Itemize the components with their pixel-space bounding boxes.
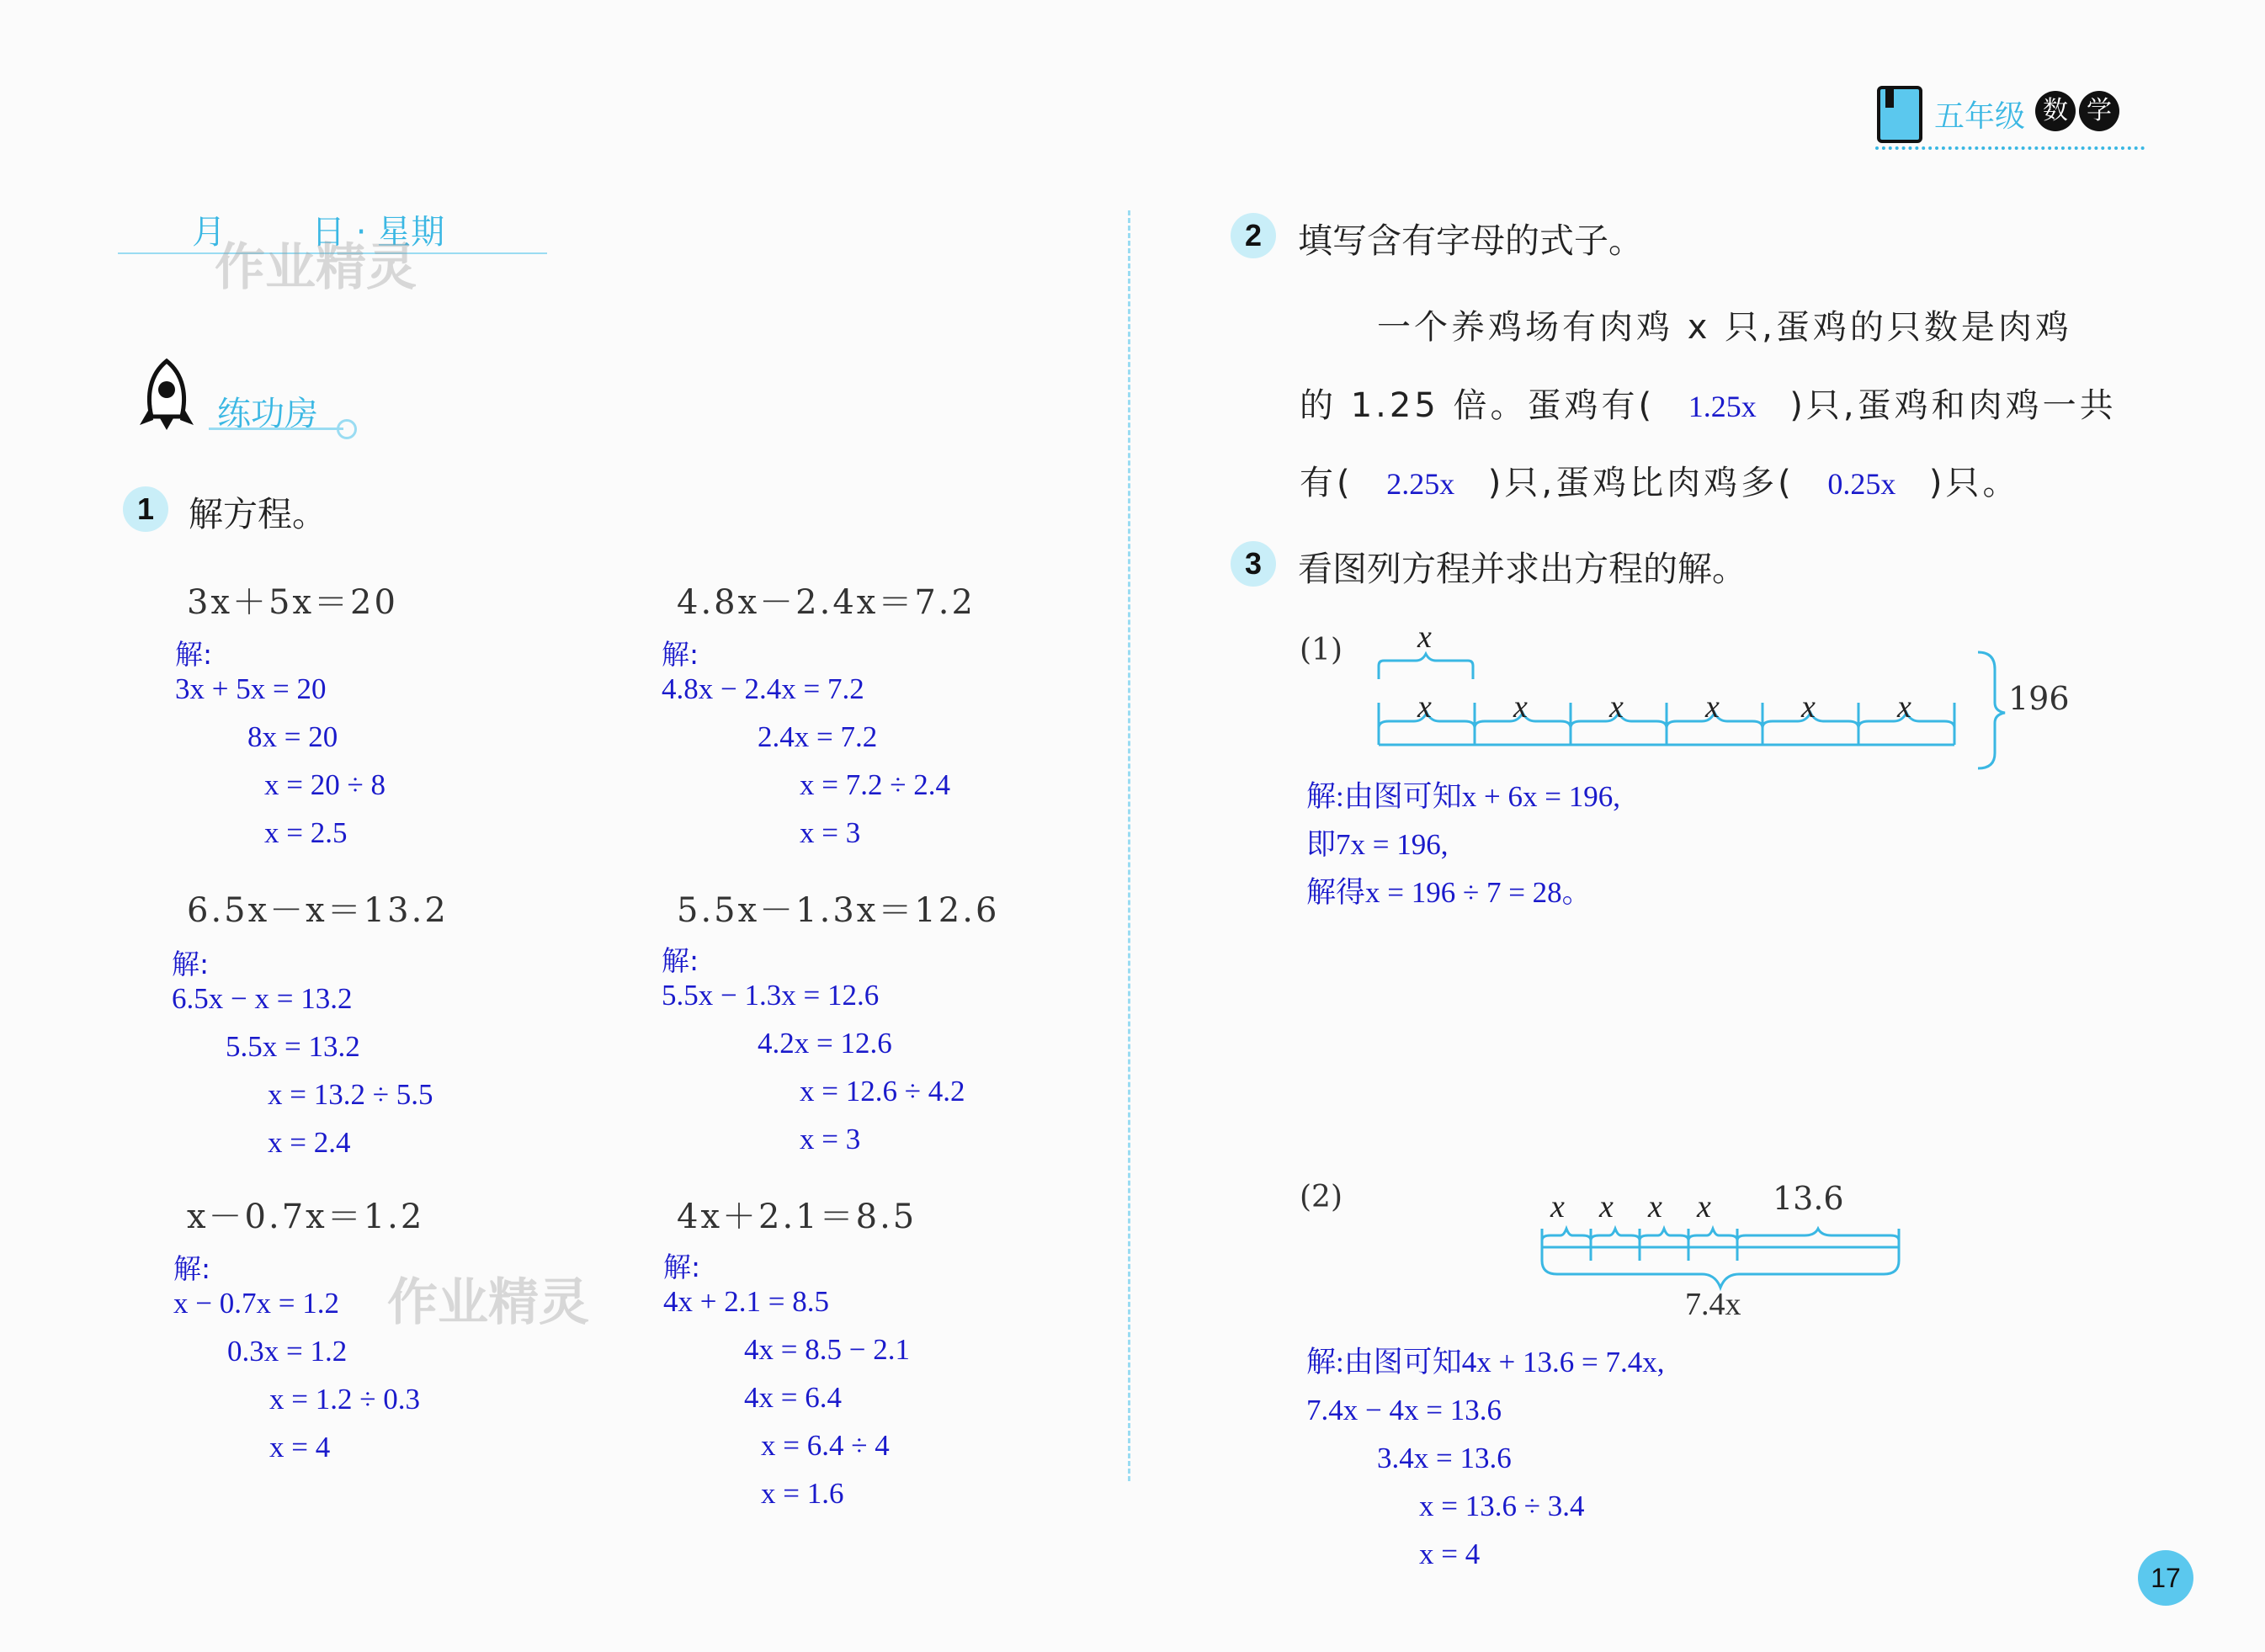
grade-label: 五年级 (1934, 99, 2026, 134)
q1-problem-6-jie: 解: (663, 1251, 701, 1283)
q2-number: 2 (1231, 213, 1276, 258)
q3-part-1-total: 196 (2008, 680, 2070, 717)
month-label: 月 (192, 213, 226, 252)
watermark: 作业精灵 (387, 1273, 589, 1332)
solution-step: 4.2x = 12.6 (758, 1027, 892, 1060)
solution-step: x = 12.6 ÷ 4.2 (800, 1075, 965, 1108)
q1-problem-3-jie: 解: (172, 948, 210, 980)
solution-step: x = 13.2 ÷ 5.5 (268, 1078, 433, 1111)
solution-step: 6.5x − x = 13.2 (172, 982, 353, 1015)
q3-part-2-segment-var: x (1599, 1189, 1614, 1224)
solution-step: x = 2.5 (264, 816, 348, 849)
solution-step: x = 7.2 ÷ 2.4 (800, 768, 950, 801)
q3-part-1-segment-var: x (1513, 689, 1528, 725)
q2-line-1: 一个养鸡场有肉鸡 x 只,蛋鸡的只数是肉鸡 (1377, 308, 2072, 347)
solution-step: x − 0.7x = 1.2 (173, 1287, 339, 1320)
q3-part-2-segment-var: x (1550, 1189, 1565, 1224)
solution-step: 5.5x = 13.2 (226, 1030, 360, 1063)
solution-step: 7.4x − 4x = 13.6 (1306, 1394, 1502, 1426)
solution-step: x = 6.4 ÷ 4 (761, 1429, 890, 1462)
solution-step: x = 4 (269, 1431, 331, 1463)
solution-step: 2.4x = 7.2 (758, 720, 878, 753)
q2-line-2-text-a: 的 1.25 倍。蛋鸡有( (1300, 386, 1656, 425)
subject-char-shu: 数 (2035, 91, 2076, 131)
header-underline (1875, 146, 2145, 150)
q2-title: 填写含有字母的式子。 (1298, 220, 1643, 261)
q2-answer-difference: 0.25x (1827, 467, 1896, 501)
solution-step: x = 20 ÷ 8 (264, 768, 385, 801)
q2-line-3-text-c: )只。 (1928, 464, 2020, 502)
q3-part-2-label: (2) (1300, 1180, 1343, 1214)
q1-problem-4-jie: 解: (662, 944, 699, 977)
day-weekday-label: 日 · 星期 (311, 213, 445, 252)
section-title: 练功房 (217, 395, 318, 433)
page-divider (1128, 210, 1130, 1481)
watermark: 作业精灵 (215, 238, 417, 297)
solution-step: 解:由图可知x + 6x = 196, (1306, 780, 1620, 813)
q2-answer-eggs: 1.25x (1688, 390, 1757, 423)
q3-part-1-segment-var: x (1897, 689, 1911, 725)
q3-part-1-diagram (1372, 619, 2079, 770)
solution-step: 解得x = 196 ÷ 7 = 28。 (1306, 876, 1592, 909)
q1-problem-5-equation: x－0.7x＝1.2 (187, 1198, 425, 1236)
solution-step: 4x = 8.5 − 2.1 (744, 1333, 910, 1366)
q3-part-1-top-var: x (1417, 619, 1432, 655)
q2-answer-total: 2.25x (1386, 467, 1455, 501)
q1-problem-6-equation: 4x＋2.1＝8.5 (677, 1198, 917, 1236)
solution-step: 即7x = 196, (1306, 828, 1449, 861)
q3-part-1-solution (1306, 773, 1620, 916)
solution-step: x = 3 (800, 1123, 861, 1155)
solution-step: x = 4 (1419, 1538, 1481, 1570)
q3-number: 3 (1231, 541, 1276, 587)
q1-problem-1-equation: 3x＋5x＝20 (187, 583, 398, 622)
q1-problem-5-jie: 解: (173, 1252, 211, 1285)
q3-part-2-solution (1306, 1338, 1664, 1578)
q3-part-1-segment-var: x (1801, 689, 1816, 725)
solution-step: 3.4x = 13.6 (1377, 1442, 1512, 1474)
q1-problem-2-equation: 4.8x－2.4x＝7.2 (677, 583, 976, 622)
solution-step: x = 1.2 ÷ 0.3 (269, 1383, 420, 1416)
section-title-underline (209, 428, 343, 430)
q3-part-2-total: 7.4x (1685, 1287, 1741, 1322)
q1-title: 解方程。 (189, 494, 327, 534)
q1-problem-2-jie: 解: (662, 638, 699, 671)
solution-step: 8x = 20 (247, 720, 338, 753)
solution-step: 4.8x − 2.4x = 7.2 (662, 672, 864, 705)
q2-line-3 (1300, 456, 2020, 504)
solution-step: 4x + 2.1 = 8.5 (663, 1285, 829, 1318)
q2-line-2 (1300, 379, 2117, 427)
q3-part-1-segment-var: x (1609, 689, 1624, 725)
q1-problem-2-solution (662, 665, 950, 857)
solution-step: x = 1.6 (761, 1477, 844, 1510)
solution-step: 3x + 5x = 20 (175, 672, 327, 705)
header-badge (1875, 82, 2145, 150)
solution-step: x = 3 (800, 816, 861, 849)
q1-problem-5-solution (173, 1279, 420, 1471)
solution-step: x = 13.6 ÷ 3.4 (1419, 1490, 1585, 1522)
solution-step: 0.3x = 1.2 (227, 1335, 348, 1368)
solution-step: 解:由图可知4x + 13.6 = 7.4x, (1306, 1346, 1665, 1378)
page-number: 17 (2138, 1550, 2193, 1606)
rocket-icon (135, 358, 199, 433)
q3-part-2-part-value: 13.6 (1773, 1180, 1844, 1217)
q3-part-2-segment-var: x (1697, 1189, 1711, 1224)
book-icon (1875, 82, 1926, 145)
solution-step: 5.5x − 1.3x = 12.6 (662, 979, 880, 1012)
q2-line-2-text-b: )只,蛋鸡和肉鸡一共 (1789, 386, 2117, 425)
q3-part-1-label: (1) (1300, 633, 1343, 667)
q3-part-1-segment-var: x (1705, 689, 1720, 725)
q1-problem-4-equation: 5.5x－1.3x＝12.6 (677, 891, 1000, 930)
q1-problem-6-solution (663, 1278, 910, 1517)
subject-char-xue: 学 (2079, 91, 2119, 131)
q1-problem-4-solution (662, 971, 965, 1163)
q3-title: 看图列方程并求出方程的解。 (1298, 549, 1747, 589)
solution-step: x = 2.4 (268, 1126, 351, 1159)
q3-part-1-segment-var: x (1417, 689, 1432, 725)
q1-problem-1-jie: 解: (175, 638, 213, 671)
q1-problem-3-solution (172, 975, 433, 1166)
q3-part-2-segment-var: x (1648, 1189, 1662, 1224)
section-title-dot (337, 419, 357, 439)
q1-problem-3-equation: 6.5x－x＝13.2 (187, 891, 449, 930)
q2-line-3-text-a: 有( (1300, 464, 1353, 502)
q2-line-3-text-b: )只,蛋鸡比肉鸡多( (1487, 464, 1794, 502)
q1-number: 1 (123, 486, 168, 532)
q1-problem-1-solution (175, 665, 385, 857)
solution-step: 4x = 6.4 (744, 1381, 842, 1414)
